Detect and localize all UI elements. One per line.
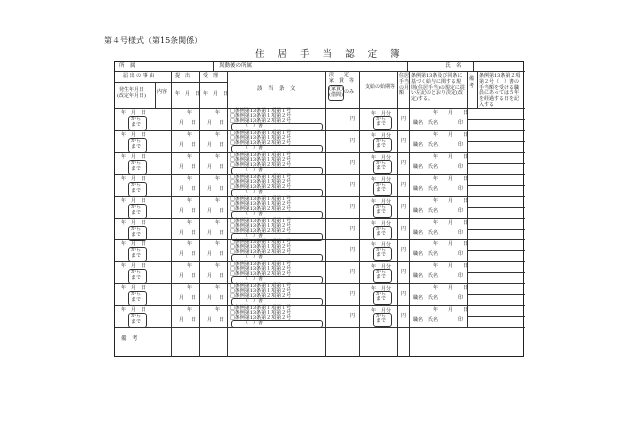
receipt-month: 月 [207, 141, 213, 148]
title-char: 当 [322, 49, 333, 60]
payment-made: まで [376, 296, 387, 303]
article-option-3: □条例第13条第２項第２号 [230, 227, 292, 234]
rent-yen: 円 [350, 137, 356, 144]
footer-remarks: 備 考 [121, 336, 138, 342]
form-number: 第４号様式（第15条関係） [104, 36, 203, 45]
monthly-yen: 円 [401, 291, 407, 298]
submit-month: 月 [179, 141, 185, 148]
submit-month: 月 [179, 163, 185, 170]
article-option-1: □条例第13条第１項第１号 [230, 283, 292, 290]
payment-kara: から [376, 313, 387, 320]
row-until: まで [131, 275, 142, 282]
submit-month: 月 [179, 207, 185, 214]
submit-day: 日 [191, 207, 197, 214]
receipt-year: 年 [215, 219, 221, 226]
date-range-paren [128, 182, 147, 197]
row-until: まで [131, 122, 142, 128]
payment-range-paren [373, 226, 392, 240]
article-option-4: （ ）書 [243, 144, 264, 151]
row-from: から [131, 116, 142, 122]
row-date: 年 月 日 [121, 175, 147, 182]
payment-from: 年 月分 [371, 286, 392, 293]
article-option-1: □条例第13条第１項第１号 [230, 151, 292, 158]
date-range-paren [128, 291, 147, 306]
submit-day: 日 [191, 163, 197, 170]
approver-line: 職名 氏名 印 [413, 120, 464, 126]
article-option-2: □条例第13条第１項第２号 [230, 178, 292, 185]
payment-from: 年 月分 [371, 242, 392, 249]
monthly-yen: 円 [401, 116, 407, 122]
article-option-4: （ ）書 [243, 320, 264, 327]
approve-date: 年 月 日 [433, 153, 469, 160]
payment-kara: から [376, 269, 387, 276]
decision-line-2: 家 賃 等 [329, 78, 355, 84]
submit-year: 年 [187, 241, 193, 248]
name-label: 氏 名 [445, 63, 462, 69]
submit-month: 月 [179, 251, 185, 258]
article-option-1: □条例第13条第１項第１号 [230, 173, 292, 180]
payment-range-paren [373, 313, 392, 327]
moved-dept-label: 異動後の所属 [219, 63, 253, 69]
payment-kara: から [376, 247, 387, 254]
payment-range-paren [373, 247, 392, 261]
receipt-day: 日 [219, 317, 225, 324]
article-option-2: □条例第13条第１項第２号 [230, 222, 292, 229]
row-date: 年 月 日 [121, 285, 147, 292]
submit-month: 月 [179, 229, 185, 236]
receipt-month: 月 [207, 317, 213, 324]
occur-date-label: 発生年月日 [119, 87, 145, 93]
article-option-3: □条例第13条第２項第２号 [230, 315, 292, 322]
payment-kara: から [376, 159, 387, 166]
row-from: から [131, 225, 142, 232]
date-range-paren [128, 269, 147, 284]
receipt-month: 月 [207, 163, 213, 170]
dept-label: 所 属 [119, 63, 136, 69]
receipt-day: 日 [219, 185, 225, 192]
decision-note: 条例第13条及び同条に基づく給与に関する規則(住居手当)の規定に従い左記のとおり決定(改定)する。 [411, 73, 465, 102]
article-option-2: □条例第13条第１項第２号 [230, 288, 292, 295]
rent-yen: 円 [350, 116, 356, 122]
title-char: 定 [367, 49, 378, 60]
submit-day: 日 [191, 185, 197, 192]
document-title [255, 50, 400, 60]
rent-yen: 円 [350, 269, 356, 276]
receipt-year: 年 [215, 241, 221, 248]
receipt-year: 年 [215, 197, 221, 204]
monthly-yen: 円 [401, 225, 407, 232]
decision-sub-3: のみ [344, 89, 355, 95]
date-range-paren [128, 160, 147, 175]
payment-made: まで [376, 186, 387, 193]
payment-made: まで [376, 142, 387, 149]
article-option-3: □条例第13条第２項第２号 [230, 293, 292, 300]
article-option-1: □条例第13条第１項第１号 [230, 129, 292, 136]
monthly-label: 住居手当の月額 [399, 73, 410, 97]
date-range-paren [128, 247, 147, 262]
row-until: まで [131, 143, 142, 150]
monthly-yen: 円 [401, 203, 407, 210]
row-date: 年 月 日 [121, 241, 147, 248]
receipt-month: 月 [207, 251, 213, 258]
receipt-day: 日 [219, 141, 225, 148]
content-label: 内容 [157, 89, 168, 95]
receipt-month: 月 [207, 207, 213, 214]
article-option-4: （ ）書 [243, 166, 264, 173]
article-option-4: （ ）書 [243, 188, 264, 195]
receipt-year: 年 [215, 175, 221, 182]
row-until: まで [131, 209, 142, 216]
payment-from: 年 月分 [371, 220, 392, 227]
title-char: 居 [277, 49, 288, 60]
row-from: から [131, 137, 142, 144]
receipt-month: 月 [207, 185, 213, 192]
payment-made: まで [376, 121, 387, 127]
approver-line: 職名 氏名 印 [413, 273, 464, 280]
title-char: 簿 [390, 49, 400, 60]
payment-range-paren [373, 269, 392, 283]
article-option-4: （ ）書 [243, 232, 264, 239]
article-option-2: □条例第13条第１項第２号 [230, 266, 292, 273]
row-from: から [131, 247, 142, 254]
payment-made: まで [376, 230, 387, 237]
article-option-4: （ ）書 [243, 210, 264, 217]
title-char: 住 [255, 49, 265, 60]
rent-yen: 円 [350, 247, 356, 254]
ledger-table [114, 61, 524, 357]
payment-made: まで [376, 208, 387, 215]
article-option-4: （ ）書 [243, 276, 264, 283]
approver-line: 職名 氏名 印 [413, 207, 464, 214]
article-option-1: □条例第13条第１項第１号 [230, 195, 292, 202]
row-date: 年 月 日 [121, 219, 147, 226]
payment-period-label: 支給の始期等 [365, 84, 396, 90]
approve-date: 年 月 日 [433, 263, 469, 270]
submit-year: 年 [187, 131, 193, 138]
approve-date: 年 月 日 [433, 285, 469, 292]
monthly-yen: 円 [401, 313, 407, 320]
row-date: 年 月 日 [121, 263, 147, 270]
submit-year: 年 [187, 263, 193, 270]
payment-kara: から [376, 116, 387, 122]
payment-from: 年 月分 [371, 154, 392, 161]
article-label: 該 当 条 文 [257, 86, 296, 92]
row-until: まで [131, 297, 142, 304]
payment-range-paren [373, 291, 392, 305]
submit-year: 年 [187, 153, 193, 160]
article-option-1: □条例第13条第１項第１号 [230, 217, 292, 224]
submit-day: 日 [191, 273, 197, 280]
receipt-day: 日 [219, 229, 225, 236]
article-option-3: □条例第13条第２項第２号 [230, 118, 292, 124]
submit-month: 月 [179, 185, 185, 192]
receipt-month: 月 [207, 120, 213, 126]
receipt-day: 日 [219, 163, 225, 170]
decision-sub-1: (家賃) [329, 86, 343, 92]
row-date: 年 月 日 [121, 307, 147, 314]
date-range-paren [128, 313, 147, 328]
payment-from: 年 月分 [371, 308, 392, 315]
article-option-4: （ ）書 [243, 123, 264, 129]
article-option-3: □条例第13条第２項第２号 [230, 205, 292, 212]
monthly-yen: 円 [401, 269, 407, 276]
remarks-short: 備 考 [469, 76, 480, 89]
reason-label: 届 出 の 事 由 [123, 73, 155, 79]
right-note: 条例第13条第２項第２号（ ）書の手当額を受ける職員にあっては５年を経過する日を記入する [479, 73, 521, 108]
submit-day: 日 [191, 295, 197, 302]
rent-yen: 円 [350, 225, 356, 232]
row-until: まで [131, 187, 142, 194]
row-date: 年 月 日 [121, 153, 147, 160]
receipt-day: 日 [219, 251, 225, 258]
row-date: 年 月 日 [121, 110, 147, 116]
submit-ymd: 年 月 日 [175, 91, 201, 97]
receipt-year: 年 [215, 307, 221, 314]
approver-line: 職名 氏名 印 [413, 185, 464, 192]
payment-kara: から [376, 225, 387, 232]
approver-line: 職名 氏名 印 [413, 317, 464, 324]
payment-from: 年 月分 [371, 176, 392, 183]
article-option-3: □条例第13条第２項第２号 [230, 271, 292, 278]
row-from: から [131, 269, 142, 276]
payment-kara: から [376, 181, 387, 188]
article-option-4: （ ）書 [243, 254, 264, 261]
rent-yen: 円 [350, 181, 356, 188]
payment-made: まで [376, 274, 387, 281]
article-option-2: □条例第13条第１項第２号 [230, 200, 292, 207]
date-range-paren [128, 138, 147, 153]
submit-month: 月 [179, 120, 185, 126]
receipt-label: 受 理 [203, 73, 219, 79]
row-until: まで [131, 165, 142, 172]
monthly-yen: 円 [401, 181, 407, 188]
approve-date: 年 月 日 [433, 110, 469, 116]
monthly-yen: 円 [401, 159, 407, 166]
rent-yen: 円 [350, 159, 356, 166]
row-from: から [131, 313, 142, 320]
article-option-3: □条例第13条第２項第２号 [230, 183, 292, 190]
approver-line: 職名 氏名 印 [413, 229, 464, 236]
payment-from: 年 月分 [371, 132, 392, 139]
row-until: まで [131, 319, 142, 326]
submit-day: 日 [191, 317, 197, 324]
receipt-month: 月 [207, 295, 213, 302]
submit-day: 日 [191, 141, 197, 148]
payment-range-paren [373, 116, 392, 130]
payment-from: 年 月分 [371, 198, 392, 205]
payment-made: まで [376, 318, 387, 325]
payment-range-paren [373, 182, 392, 196]
row-date: 年 月 日 [121, 131, 147, 138]
receipt-year: 年 [215, 153, 221, 160]
approve-date: 年 月 日 [433, 219, 469, 226]
approve-date: 年 月 日 [433, 307, 469, 314]
payment-kara: から [376, 137, 387, 144]
row-until: まで [131, 253, 142, 260]
row-from: から [131, 291, 142, 298]
approver-line: 職名 氏名 印 [413, 295, 464, 302]
rent-yen: 円 [350, 203, 356, 210]
change-date-label: (改定年月日) [117, 93, 146, 99]
title-char: 手 [300, 49, 310, 60]
article-option-2: □条例第13条第１項第２号 [230, 156, 292, 163]
payment-range-paren [373, 160, 392, 174]
payment-range-paren [373, 204, 392, 218]
receipt-day: 日 [219, 120, 225, 126]
submit-month: 月 [179, 273, 185, 280]
receipt-day: 日 [219, 207, 225, 214]
approve-date: 年 月 日 [433, 131, 469, 138]
submit-year: 年 [187, 307, 193, 314]
row-until: まで [131, 231, 142, 238]
approve-date: 年 月 日 [433, 197, 469, 204]
receipt-year: 年 [215, 285, 221, 292]
approve-date: 年 月 日 [433, 241, 469, 248]
submit-month: 月 [179, 317, 185, 324]
monthly-yen: 円 [401, 137, 407, 144]
decision-sub-2: (借間) [329, 92, 343, 98]
submit-year: 年 [187, 197, 193, 204]
approver-line: 職名 氏名 印 [413, 141, 464, 148]
row-from: から [131, 159, 142, 166]
submit-day: 日 [191, 120, 197, 126]
row-date: 年 月 日 [121, 197, 147, 204]
article-option-1: □条例第13条第１項第１号 [230, 261, 292, 268]
article-option-2: □条例第13条第１項第２号 [230, 134, 292, 141]
rent-yen: 円 [350, 291, 356, 298]
date-range-paren [128, 116, 147, 131]
approver-line: 職名 氏名 印 [413, 251, 464, 258]
article-option-3: □条例第13条第２項第２号 [230, 161, 292, 168]
article-option-1: □条例第13条第１項第１号 [230, 108, 292, 114]
article-option-1: □条例第13条第１項第１号 [230, 239, 292, 246]
receipt-day: 日 [219, 295, 225, 302]
approve-date: 年 月 日 [433, 175, 469, 182]
payment-from: 年 月分 [371, 264, 392, 271]
decision-line-1: 決 定 [329, 72, 350, 78]
submit-month: 月 [179, 295, 185, 302]
receipt-year: 年 [215, 131, 221, 138]
article-option-2: □条例第13条第１項第２号 [230, 113, 292, 119]
row-from: から [131, 181, 142, 188]
submit-year: 年 [187, 285, 193, 292]
article-option-1: □条例第13条第１項第１号 [230, 305, 292, 312]
payment-made: まで [376, 164, 387, 171]
article-option-3: □条例第13条第２項第２号 [230, 249, 292, 256]
submit-year: 年 [187, 110, 193, 116]
payment-range-paren [373, 138, 392, 152]
submit-year: 年 [187, 175, 193, 182]
receipt-year: 年 [215, 110, 221, 116]
row-from: から [131, 203, 142, 210]
payment-kara: から [376, 291, 387, 298]
date-range-paren [128, 226, 147, 241]
article-option-2: □条例第13条第１項第２号 [230, 244, 292, 251]
receipt-month: 月 [207, 273, 213, 280]
article-option-2: □条例第13条第１項第２号 [230, 310, 292, 317]
submit-label: 提 出 [175, 73, 191, 79]
monthly-yen: 円 [401, 247, 407, 254]
submit-day: 日 [191, 229, 197, 236]
payment-kara: から [376, 203, 387, 210]
payment-from: 年 月分 [371, 111, 392, 117]
date-range-paren [128, 204, 147, 219]
rent-yen: 円 [350, 313, 356, 320]
approver-line: 職名 氏名 印 [413, 163, 464, 170]
title-char: 認 [345, 49, 355, 60]
submit-year: 年 [187, 219, 193, 226]
submit-day: 日 [191, 251, 197, 258]
article-option-4: （ ）書 [243, 298, 264, 305]
payment-made: まで [376, 252, 387, 259]
receipt-month: 月 [207, 229, 213, 236]
receipt-year: 年 [215, 263, 221, 270]
receipt-ymd: 年 月 日 [203, 91, 229, 97]
receipt-day: 日 [219, 273, 225, 280]
article-option-3: □条例第13条第２項第２号 [230, 139, 292, 146]
